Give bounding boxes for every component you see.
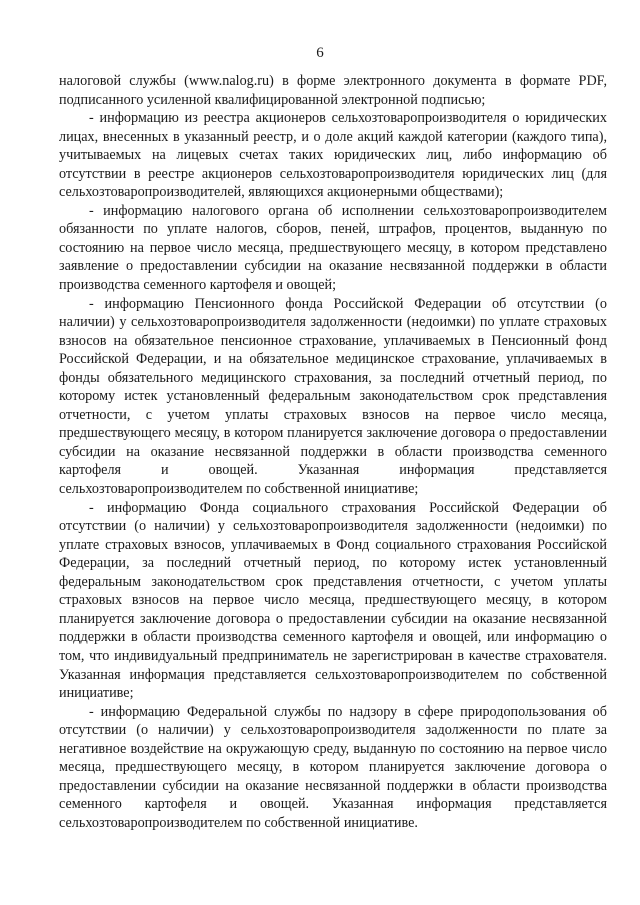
paragraph-tax-authority-info: - информацию налогового органа об исполнении сельхозтоваропроизводителем обязанности по уплате налогов, сборов, пеней, штрафов, процентов, выданную по состоянию на первое число месяца, предшествующего месяцу, в котором представлено заявление о предоставлении субсидии на оказание несвязанной поддержки в области производства семенного картофеля и овощей;	[59, 202, 607, 294]
paragraph-continuation: налоговой службы (www.nalog.ru) в форме электронного документа в формате PDF, подписанного усиленной квалифицированной электронной подписью;	[59, 73, 607, 108]
paragraph-nature-supervision-info: - информацию Федеральной службы по надзору в сфере природопользования об отсутствии (о наличии) у сельхозтоваропроизводителя задолженности по плате за негативное воздействие на окружающую среду, выданную по состоянию на первое число месяца, предшествующего месяцу, в котором планируется заключение договора о предоставлении субсидии на оказание несвязанной поддержки в области производства семенного картофеля и овощей. Указанная информация представляется сельхозтоваропроизводителем по собственной инициативе.	[59, 703, 607, 831]
paragraph-shareholder-register-info: - информацию из реестра акционеров сельхозтоваропроизводителя о юридических лицах, внесенных в указанный реестр, и о доле акций каждой категории (каждого типа), учитываемых на лицевых счетах таких юридических лиц, либо информацию об отсутствии в реестре акционеров сельхозтоваропроизводителя юридических лиц (для сельхозтоваропроизводителей, являющихся акционерными обществами);	[59, 110, 607, 201]
document-body	[59, 72, 607, 832]
paragraph-pension-fund-info: - информацию Пенсионного фонда Российской Федерации об отсутствии (о наличии) у сельхозтоваропроизводителя задолженности (недоимки) по уплате страховых взносов на обязательное пенсионное страхование, уплачиваемых в Пенсионный фонд Российской Федерации, и на обязательное медицинское страхование, уплачиваемых в фонды обязательного медицинского страхования, за последний отчетный период, по которому истек установленный федеральным законодательством срок представления отчетности, с учетом уплаты страховых взносов на первое число месяца, предшествующего месяцу, в котором планируется заключение договора о предоставлении субсидии на оказание несвязанной поддержки в области производства семенного картофеля и овощей. Указанная информация представляется сельхозтоваропроизводителем по собственной инициативе;	[59, 295, 607, 498]
page-number: 6	[316, 45, 324, 61]
paragraph-social-insurance-fund-info: - информацию Фонда социального страхования Российской Федерации об отсутствии (о наличии) у сельхозтоваропроизводителя задолженности (недоимки) по уплате страховых взносов, уплачиваемых в Фонд социального страхования Российской Федерации, за последний отчетный период, по которому истек установленный федеральным законодательством срок представления отчетности, с учетом уплаты страховых взносов на первое число месяца, предшествующего месяцу, в котором планируется заключение договора о предоставлении субсидии на оказание несвязанной поддержки в области производства семенного картофеля и овощей, или информацию о том, что индивидуальный предприниматель не зарегистрирован в качестве страхователя. Указанная информация представляется сельхозтоваропроизводителем по собственной инициативе;	[59, 499, 607, 702]
